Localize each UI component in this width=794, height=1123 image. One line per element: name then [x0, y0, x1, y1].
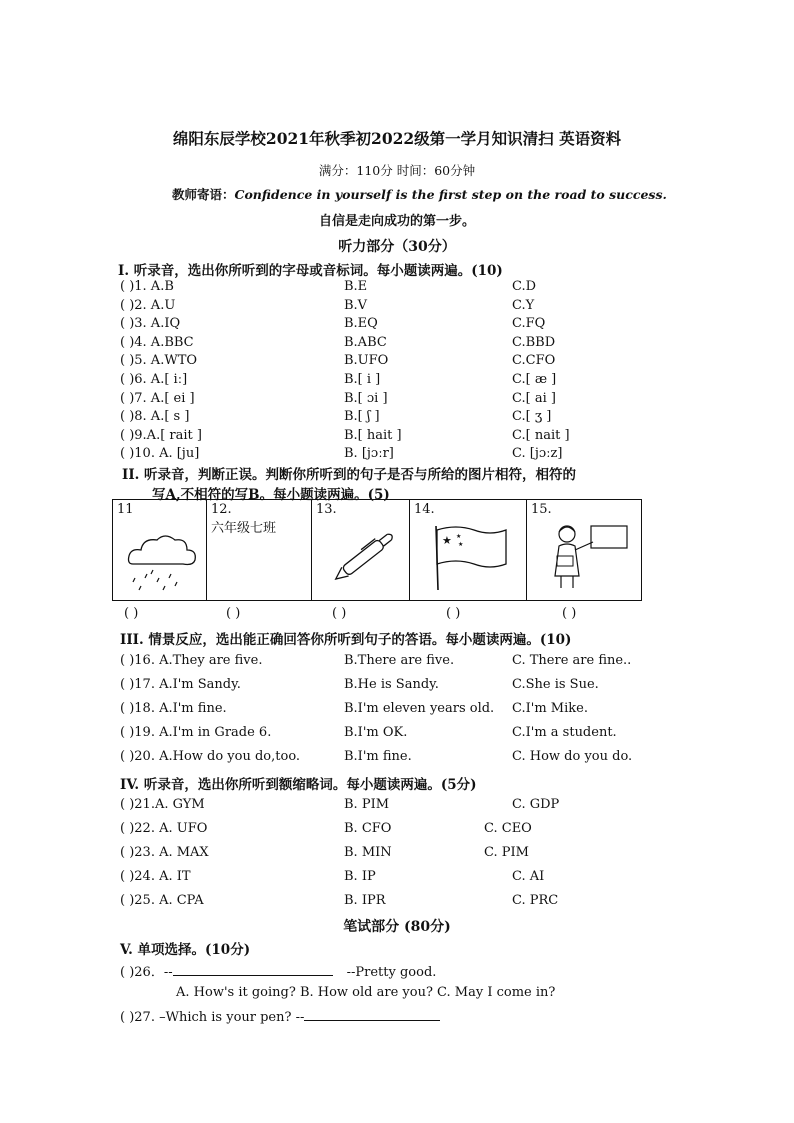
question-stem: ( )20. A.How do you do,too.: [120, 749, 301, 764]
option-b: B. [jɔːr]: [344, 446, 394, 462]
option-b: B. IPR: [344, 893, 386, 908]
option-b: B.I'm eleven years old.: [344, 701, 495, 716]
teacher-motto: [172, 185, 667, 203]
question-stem: ( )7. A.[ ei ]: [120, 390, 195, 406]
picture-cell-12: 12. 六年级七班: [207, 500, 312, 601]
option-c: C.FQ: [512, 316, 546, 332]
picture-cell-15: 15.: [527, 500, 642, 601]
question-stem: ( )16. A.They are five.: [120, 653, 263, 668]
page-title: 绵阳东辰学校2021年秋季初2022级第一学月知识清扫 英语资料: [172, 129, 622, 148]
option-b: B.EQ: [344, 316, 378, 332]
writing-part-title: 笔试部分 (80分): [343, 919, 451, 935]
option-c: C.[ nait ]: [512, 427, 570, 443]
option-c: C.[ æ ]: [512, 372, 557, 387]
motto-english: Confidence in yourself is the first step on the road to success.: [234, 187, 667, 202]
question-stem: ( )3. A.IQ: [120, 316, 181, 332]
option-c: C. PIM: [484, 845, 529, 860]
picture-table: [112, 499, 642, 601]
answer-paren-11[interactable]: ( ): [124, 606, 139, 621]
option-b: B.I'm OK.: [344, 725, 408, 740]
svg-text:★: ★: [456, 533, 462, 540]
section-2-heading-line1: II. 听录音，判断正误。判断你所听到的句子是否与所给的图片相符，相符的: [122, 467, 577, 483]
option-c: C. How do you do.: [512, 749, 633, 764]
option-b: B. CFO: [344, 821, 392, 836]
answer-paren-14[interactable]: ( ): [446, 606, 461, 621]
option-b: B. PIM: [344, 797, 390, 812]
option-b: B.He is Sandy.: [344, 677, 439, 692]
question-stem: ( )25. A. CPA: [120, 893, 204, 908]
option-c: C.CFO: [512, 353, 556, 369]
svg-text:★: ★: [442, 534, 452, 547]
option-b: B.V: [344, 297, 368, 313]
question-stem: ( )23. A. MAX: [120, 845, 209, 860]
section-1-heading: I. 听录音，选出你所听到的字母或音标词。每小题读两遍。(10): [118, 263, 503, 279]
svg-text:★: ★: [458, 541, 464, 548]
option-b: B.ABC: [344, 334, 387, 350]
picture-cell-13: 13.: [312, 500, 410, 601]
answer-paren-12[interactable]: ( ): [226, 606, 241, 621]
option-c: C.[ ʒ ]: [512, 409, 552, 425]
question-stem: ( )2. A.U: [120, 297, 176, 313]
option-b: B. IP: [344, 869, 376, 884]
option-b: B.I'm fine.: [344, 749, 412, 764]
listening-part-title: 听力部分（30分）: [338, 239, 456, 255]
option-b: B.E: [344, 279, 368, 294]
question-stem: ( )10. A. [ju]: [120, 446, 200, 462]
picture-cell-14: 14. ★ ★ ★: [410, 500, 527, 601]
section-5-heading: V. 单项选择。(10分): [120, 942, 251, 958]
question-stem: ( )19. A.I'm in Grade 6.: [120, 725, 272, 740]
motto-label: 教师寄语：: [172, 187, 235, 202]
question-26: ( )26．-- --Pretty good.: [120, 965, 437, 980]
section-3-heading: III. 情景反应，选出能正确回答你所听到句子的答语。每小题读两遍。(10): [120, 632, 572, 648]
cloud-rain-icon: [125, 528, 205, 592]
answer-paren-15[interactable]: ( ): [562, 606, 577, 621]
question-stem: ( )4. A.BBC: [120, 334, 194, 350]
option-c: C.BBD: [512, 334, 556, 350]
option-b: B.There are five.: [344, 653, 455, 668]
option-c: C.I'm Mike.: [512, 701, 588, 716]
answer-paren-13[interactable]: ( ): [332, 606, 347, 621]
question-stem: ( )17. A.I'm Sandy.: [120, 677, 241, 692]
question-stem: ( )9.A.[ rait ]: [120, 427, 202, 443]
option-c: C. PRC: [512, 893, 559, 908]
option-c: C. There are fine..: [512, 653, 632, 668]
class-label: 六年级七班: [211, 521, 277, 536]
option-b: B. MIN: [344, 845, 392, 860]
question-stem: ( )24. A. IT: [120, 869, 191, 884]
flag-icon: [426, 522, 516, 592]
option-c: C.Y: [512, 297, 535, 313]
question-stem: ( )5. A.WTO: [120, 353, 198, 369]
option-c: C. [jɔːz]: [512, 446, 563, 462]
pen-icon: [326, 526, 406, 586]
teacher-icon: [541, 520, 631, 592]
option-c: C.[ ai ]: [512, 390, 556, 406]
score-time: 满分：110分 时间：60分钟: [318, 163, 476, 178]
section-2-heading-line2: 写A,不相符的写B。每小题读两遍。(5): [152, 487, 390, 503]
option-c: C.She is Sue.: [512, 677, 599, 692]
picture-cell-11: 11: [113, 500, 207, 601]
option-b: B.[ i ]: [344, 372, 381, 387]
question-stem: ( )18. A.I'm fine.: [120, 701, 227, 716]
question-26-options: A. How's it going? B. How old are you? C. May I come in?: [176, 985, 556, 1000]
option-c: C.I'm a student.: [512, 725, 617, 740]
question-stem: ( )6. A.[ iː]: [120, 372, 188, 387]
option-c: C. CEO: [484, 821, 532, 836]
answer-blank-26[interactable]: [173, 963, 333, 976]
option-b: B.[ ʃ ]: [344, 409, 380, 425]
section-4-heading: IV. 听录音，选出你所听到额缩略词。每小题读两遍。(5分): [120, 777, 477, 793]
option-c: C. GDP: [512, 797, 560, 812]
question-27: ( )27. –Which is your pen? --: [120, 1008, 440, 1025]
option-b: B.[ hait ]: [344, 427, 402, 443]
option-b: B.UFO: [344, 353, 389, 369]
question-stem: ( )8. A.[ s ]: [120, 409, 190, 425]
question-stem: ( )1. A.B: [120, 279, 174, 294]
answer-blank-27[interactable]: [304, 1008, 440, 1021]
motto-chinese: 自信是走向成功的第一步。: [318, 214, 475, 229]
option-b: B.[ ɔi ]: [344, 390, 388, 406]
option-c: C.D: [512, 279, 537, 294]
question-stem: ( )21.A. GYM: [120, 797, 205, 812]
question-stem: ( )22. A. UFO: [120, 821, 208, 836]
option-c: C. AI: [512, 869, 545, 884]
